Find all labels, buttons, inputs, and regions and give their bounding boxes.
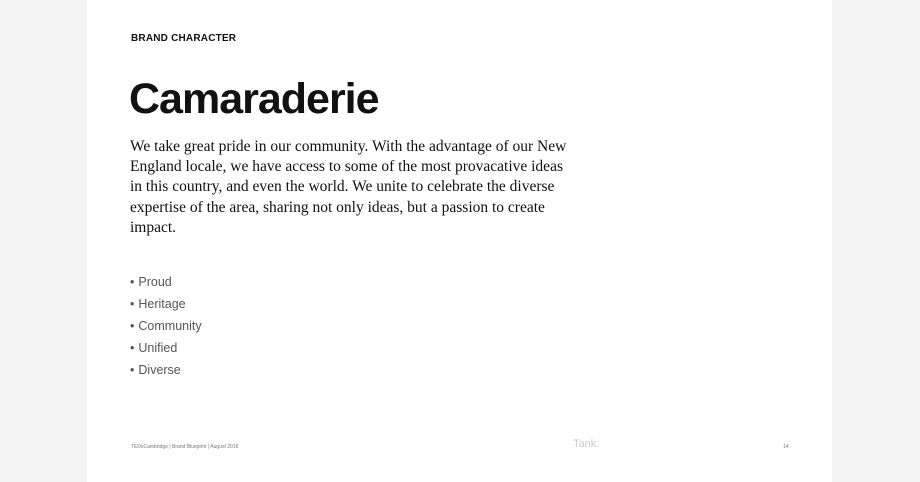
list-item <box>130 337 202 359</box>
bullet-icon: • <box>130 275 135 289</box>
page-number: 14 <box>783 444 789 450</box>
slide-title: Camaraderie <box>129 75 379 123</box>
body-paragraph: We take great pride in our community. With the advantage of our New England locale, we have access to some of the most provacative ideas in this country, and even the world. We unite to celebrate the diverse expertise of the area, sharing not only ideas, but a passion to create impact. <box>130 138 567 236</box>
bullet-icon: • <box>130 363 135 377</box>
trait-label: Heritage <box>138 297 186 311</box>
traits-list <box>130 271 202 381</box>
tank-logo: Tank. <box>573 438 600 450</box>
trait-label: Proud <box>138 275 172 289</box>
trait-label: Diverse <box>138 363 181 377</box>
trait-label: Community <box>138 319 202 333</box>
list-item <box>130 293 202 315</box>
bullet-icon: • <box>130 341 135 355</box>
list-item <box>130 315 202 337</box>
list-item <box>130 359 202 381</box>
list-item <box>130 271 202 293</box>
section-label: BRAND CHARACTER <box>131 33 237 44</box>
trait-label: Unified <box>138 341 178 355</box>
bullet-icon: • <box>130 297 135 311</box>
bullet-icon: • <box>130 319 135 333</box>
slide-page <box>87 0 832 482</box>
footer-credits: TEDxCambridge | Brand Blueprint | August 2016 <box>131 444 239 450</box>
